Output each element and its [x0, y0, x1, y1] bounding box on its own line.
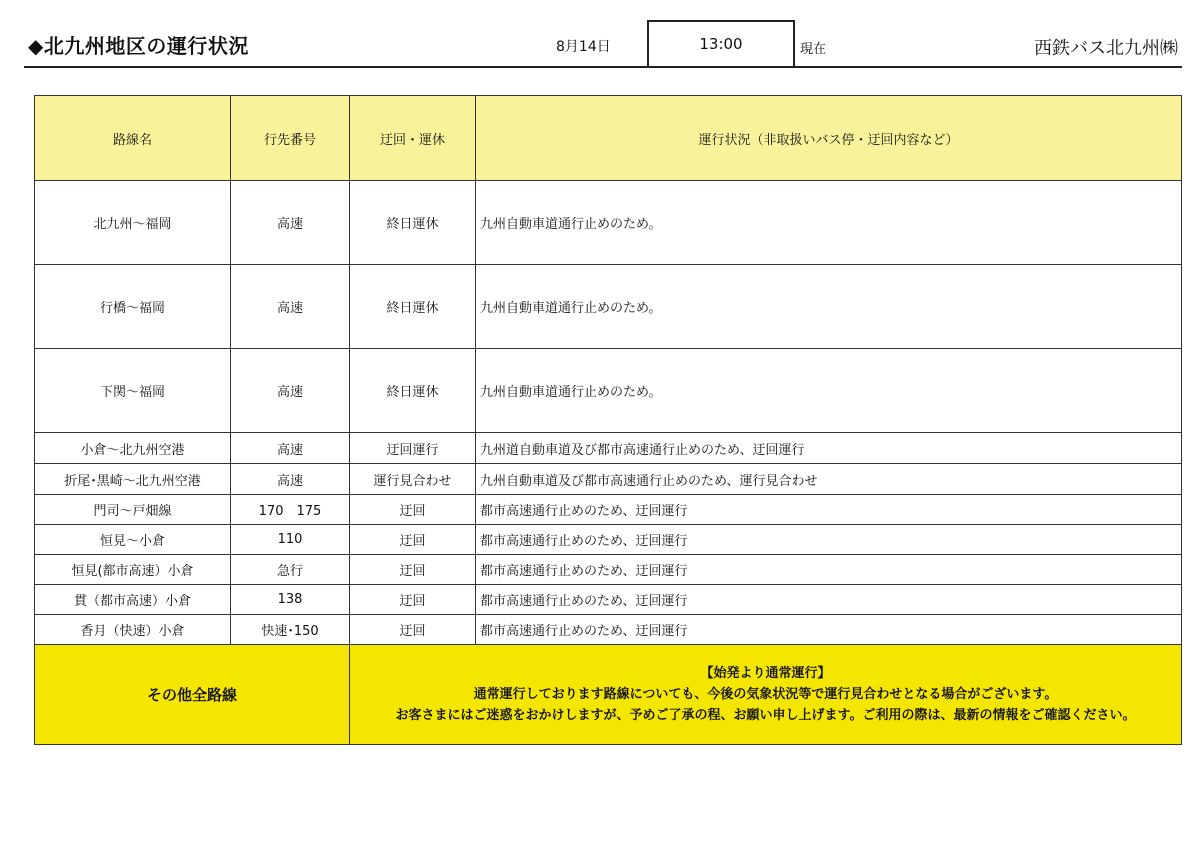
route-name: 香月（快速）小倉: [35, 615, 231, 645]
route-status: 終日運休: [350, 265, 476, 349]
table-row: [35, 349, 1182, 433]
other-routes-message: [350, 645, 1182, 745]
col-header-route: 路線名: [35, 96, 231, 181]
route-status: 迂回: [350, 585, 476, 615]
route-note: 都市高速通行止めのため、迂回運行: [476, 555, 1182, 585]
operation-status-table: [34, 95, 1182, 745]
other-routes-label: その他全路線: [35, 645, 350, 745]
route-name: 北九州～福岡: [35, 181, 231, 265]
route-number: 高速: [231, 433, 350, 464]
route-number: 高速: [231, 349, 350, 433]
route-number: 110: [231, 525, 350, 555]
route-note: 九州自動車道通行止めのため。: [476, 181, 1182, 265]
other-routes-notice: 通常運行しております路線についても、今後の気象状況等で運行見合わせとなる場合がございます。: [473, 687, 1058, 702]
route-status: 運行見合わせ: [350, 464, 476, 495]
route-status: 迂回: [350, 615, 476, 645]
table-row: [35, 265, 1182, 349]
table-row: [35, 181, 1182, 265]
route-status: 迂回運行: [350, 433, 476, 464]
report-date: 8月14日: [556, 39, 611, 55]
route-status: 終日運休: [350, 181, 476, 265]
report-time: 13:00: [699, 35, 743, 53]
col-header-number: 行先番号: [231, 96, 350, 181]
route-note: 都市高速通行止めのため、迂回運行: [476, 525, 1182, 555]
route-note: 九州自動車道通行止めのため。: [476, 349, 1182, 433]
route-status: 迂回: [350, 495, 476, 525]
route-name: 恒見(都市高速）小倉: [35, 555, 231, 585]
table-header-row: [35, 96, 1182, 181]
route-number: 高速: [231, 265, 350, 349]
as-of-label: 現在: [800, 42, 827, 57]
route-status: 迂回: [350, 555, 476, 585]
table-row: [35, 555, 1182, 585]
route-number: 高速: [231, 464, 350, 495]
route-number: 高速: [231, 181, 350, 265]
route-status: 迂回: [350, 525, 476, 555]
table-row: [35, 433, 1182, 464]
other-routes-headline: 【始発より通常運行】: [700, 666, 831, 681]
report-time-box: [647, 20, 795, 66]
page-title: ◆北九州地区の運行状況: [28, 34, 249, 58]
table-row: [35, 464, 1182, 495]
route-number: 急行: [231, 555, 350, 585]
col-header-note: 運行状況（非取扱いバス停・迂回内容など）: [476, 96, 1182, 181]
route-name: 下関～福岡: [35, 349, 231, 433]
route-name: 小倉～北九州空港: [35, 433, 231, 464]
route-note: 九州道自動車道及び都市高速通行止めのため、迂回運行: [476, 433, 1182, 464]
route-name: 折尾･黒崎～北九州空港: [35, 464, 231, 495]
route-name: 行橋～福岡: [35, 265, 231, 349]
route-name: 恒見～小倉: [35, 525, 231, 555]
route-note: 九州自動車道通行止めのため。: [476, 265, 1182, 349]
table-row: [35, 615, 1182, 645]
other-routes-apology: お客さまにはご迷惑をおかけしますが、予めご了承の程、お願い申し上げます。ご利用の際は、最新の情報をご確認ください。: [395, 708, 1136, 723]
header-divider: [24, 66, 1182, 68]
route-note: 都市高速通行止めのため、迂回運行: [476, 495, 1182, 525]
table-row: [35, 585, 1182, 615]
table-row: [35, 525, 1182, 555]
route-note: 九州自動車道及び都市高速通行止めのため、運行見合わせ: [476, 464, 1182, 495]
route-number: 170 175: [231, 495, 350, 525]
route-number: 快速･150: [231, 615, 350, 645]
col-header-status: 迂回・運休: [350, 96, 476, 181]
route-name: 貫（都市高速）小倉: [35, 585, 231, 615]
route-note: 都市高速通行止めのため、迂回運行: [476, 585, 1182, 615]
route-note: 都市高速通行止めのため、迂回運行: [476, 615, 1182, 645]
route-number: 138: [231, 585, 350, 615]
table-row: [35, 495, 1182, 525]
route-status: 終日運休: [350, 349, 476, 433]
company-name: 西鉄バス北九州㈱: [1034, 38, 1178, 59]
route-name: 門司～戸畑線: [35, 495, 231, 525]
other-routes-row: [35, 645, 1182, 745]
